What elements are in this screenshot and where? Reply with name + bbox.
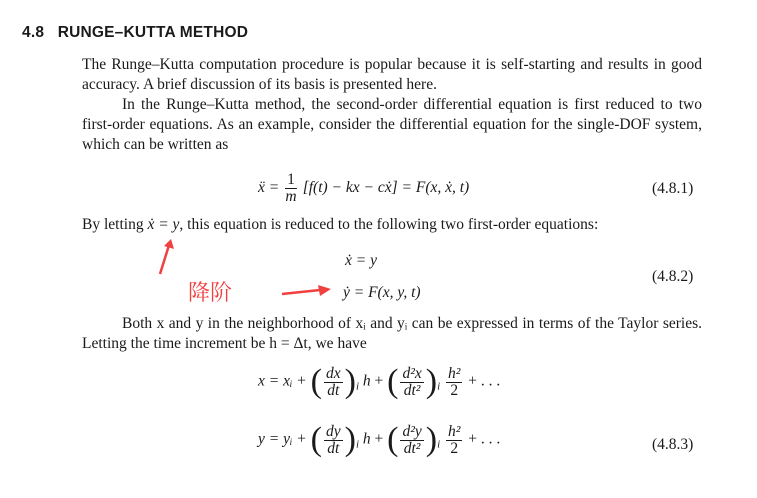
equation-4-8-1: ẍ = $\frac{1}{m}$ [f(t) − kx − cẋ] = F(x, ẋ, t) <box>258 171 470 205</box>
annotation-arrow-right <box>280 284 332 300</box>
paragraph-4: Both x and y in the neighborhood of xᵢ and yᵢ can be expressed in terms of the Taylor series. Letting the time increment be h = Δt, we have <box>82 315 702 352</box>
intro-text <box>82 55 702 155</box>
equation-4-8-3-x: x = xᵢ + ( $\frac{dx}{dt}$ )$_i$ h + ( $\frac{\text{d²x}}{\text{dt²}}$ )$_i$ $\frac{\text{h²}}{2}$ + . . . <box>258 363 501 400</box>
section-number: 4.8 <box>22 24 45 41</box>
equation-number-4-8-1: (4.8.1) <box>652 180 694 197</box>
paragraph-1: The Runge–Kutta computation procedure is popular because it is self-starting and results in good accuracy. A brief discussion of its basis is presented here. <box>82 56 702 93</box>
fraction-1-over-m: $\frac{1}{m}$ <box>285 171 297 205</box>
paragraph-3: By letting ẋ = y, this equation is reduced to the following two first-order equations: <box>82 216 599 233</box>
paragraph-2: In the Runge–Kutta method, the second-order differential equation is first reduced to two first-order equations. As an example, consider the differential equation for the single-DOF system, which can be written as <box>82 96 702 153</box>
section-title: RUNGE–KUTTA METHOD <box>57 24 249 41</box>
equation-number-4-8-2: (4.8.2) <box>652 268 694 285</box>
section-heading <box>22 24 248 42</box>
annotation-label: 降阶 <box>188 281 233 306</box>
equation-4-8-2-line1: ẋ = y <box>345 252 377 269</box>
equation-number-4-8-3: (4.8.3) <box>652 436 694 453</box>
equation-4-8-3-y: y = yᵢ + ( $\frac{dy}{dt}$ )$_i$ h + ( $\frac{\text{d²y}}{\text{dt²}}$ )$_i$ $\frac{\text{h²}}{2}$ + . . . <box>258 421 501 458</box>
equation-4-8-2-line2: ẏ = F(x, y, t) <box>343 284 421 301</box>
annotation-arrow-up <box>150 236 180 276</box>
